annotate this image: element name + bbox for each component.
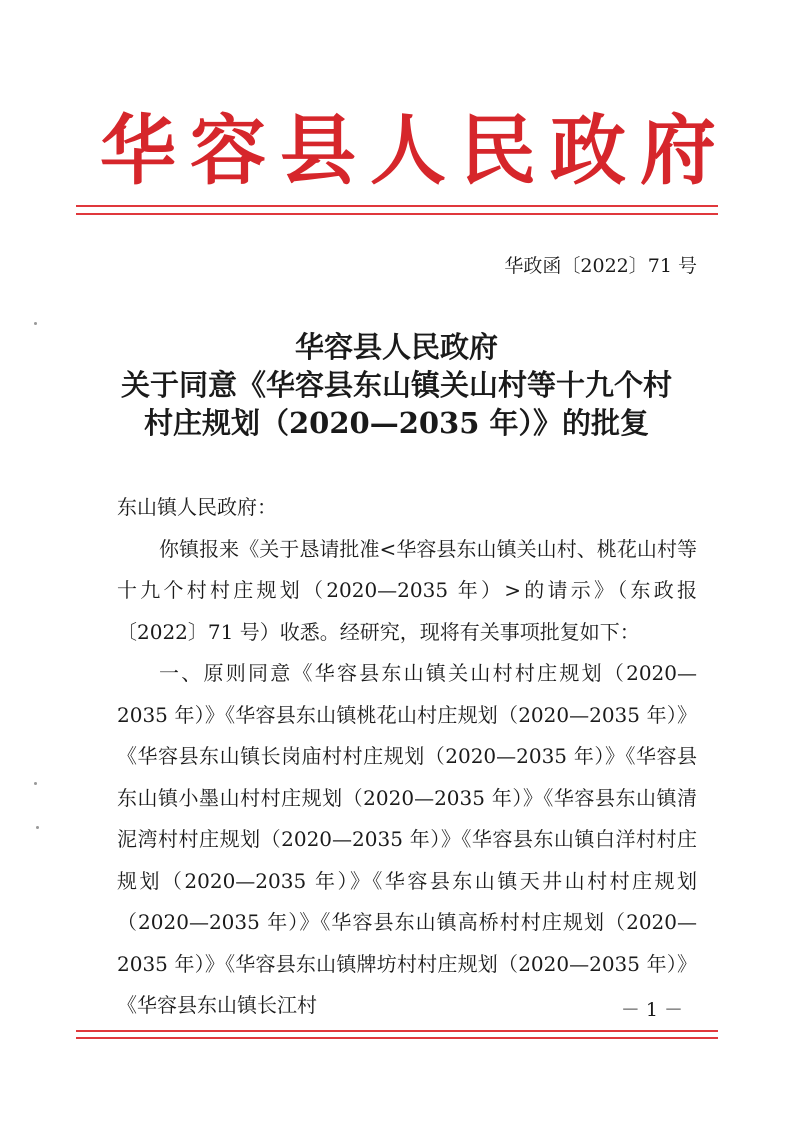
title-line-3: 村庄规划（2020—2035 年）》的批复 xyxy=(143,406,650,440)
footer-red-rule-bottom xyxy=(76,1037,718,1039)
page-number: － 1 － xyxy=(620,999,683,1021)
title-line-2: 关于同意《华容县东山镇关山村等十九个村 xyxy=(120,368,672,402)
masthead-title: 华容县人民政府 xyxy=(100,106,730,195)
title-line-1: 华容县人民政府 xyxy=(294,330,498,364)
document-title xyxy=(60,328,733,442)
salutation: 东山镇人民政府： xyxy=(117,495,277,519)
scan-speck xyxy=(34,322,37,325)
paragraph-1: 你镇报来《关于恳请批准<华容县东山镇关山村、桃花山村等十九个村村庄规划（2020—2035 年）>的请示》（东政报〔2022〕71 号）收悉。经研究，现将有关事项批复如下： xyxy=(117,536,697,644)
document-number: 华政函〔2022〕71 号 xyxy=(504,255,697,277)
scan-speck xyxy=(36,826,39,829)
document-body xyxy=(117,487,697,1027)
header-red-rule-top xyxy=(76,205,718,207)
scan-speck xyxy=(34,782,37,785)
header-red-rule-bottom xyxy=(76,213,718,215)
paragraph-2: 一、原则同意《华容县东山镇关山村村庄规划（2020—2035 年）》《华容县东山镇桃花山村庄规划（2020—2035 年）》《华容县东山镇长岗庙村村庄规划（2020—2035 年）》《华容县东山镇小墨山村村庄规划（2020—2035 年）》《华容县东山镇清泥湾村村庄规划（2020—2035 年）》《华容县东山镇白洋村村庄规划（2020—2035 年）》《华容县东山镇天井山村村庄规划（2020—2035 年）》《华容县东山镇高桥村村庄规划（2020—2035 年）》《华容县东山镇牌坊村村庄规划（2020—2035 年）》《华容县东山镇长江村 xyxy=(117,661,697,1017)
footer-red-rule-top xyxy=(76,1030,718,1032)
